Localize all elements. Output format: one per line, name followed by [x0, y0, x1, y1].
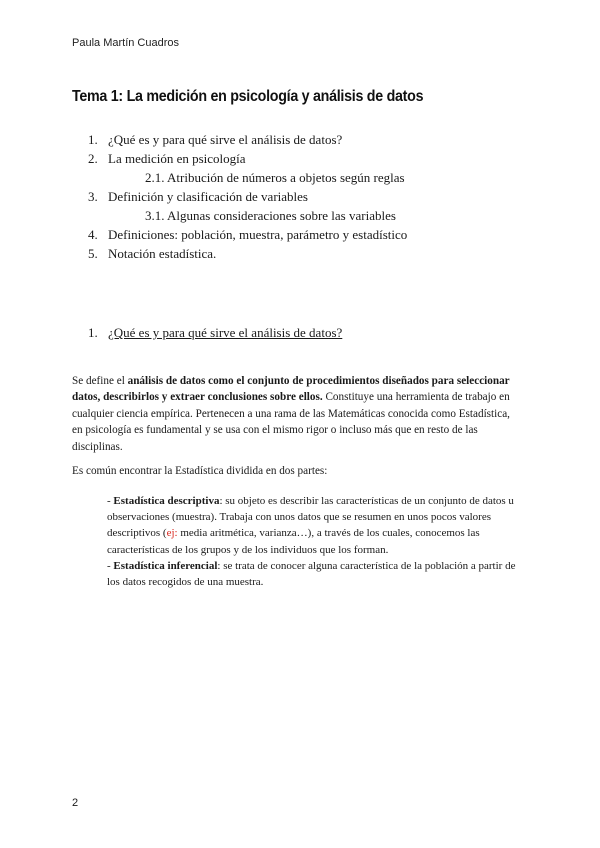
toc-text: Notación estadística. — [108, 246, 217, 261]
bullet-item-inferencial — [107, 558, 527, 590]
toc-text: Definición y clasificación de variables — [108, 189, 308, 204]
bullet-text: : se trata de conocer alguna característica de la población a partir de los datos recogidos de una muestra. — [107, 559, 516, 589]
paragraph-text: Constituye una herramienta de trabajo en cualquier ciencia empírica. Pertenecen a una rama de las Matemáticas conocida como Estadística, en psicología es fundamental y se usa con el mismo rigor o incluso más que en resto de las disciplinas. — [72, 391, 510, 453]
toc-subtext: 3.1. Algunas consideraciones sobre las variables — [145, 208, 396, 223]
page-header-author: Paula Martín Cuadros — [72, 37, 179, 49]
toc-text: ¿Qué es y para qué sirve el análisis de datos? — [108, 132, 343, 147]
section-title: ¿Qué es y para qué sirve el análisis de datos? — [108, 325, 343, 340]
bullet-term: Estadística inferencial — [113, 559, 218, 572]
example-marker: ej: — [166, 527, 178, 540]
bullet-dash: - — [107, 559, 114, 572]
toc-number: 1. — [88, 132, 98, 147]
toc-number: 4. — [88, 227, 98, 242]
bullet-list — [107, 493, 527, 590]
paragraph-text: Se define el — [72, 375, 128, 387]
intro-paragraph: Es común encontrar la Estadística dividida en dos partes: — [72, 465, 328, 477]
bullet-dash: - — [107, 495, 114, 507]
toc-subtext: 2.1. Atribución de números a objetos según reglas — [145, 170, 405, 185]
bullet-text: : su objeto es describir las características de un conjunto de datos u observaciones (muestra). Trabaja con unos datos que se resumen en unos pocos valores descriptivos ( — [107, 495, 514, 540]
page-title: Tema 1: La medición en psicología y análisis de datos — [72, 88, 424, 105]
toc-text: La medición en psicología — [108, 151, 246, 166]
bullet-text: media aritmética, varianza…), a través de los cuales, conocemos las características de los grupos y de los individuos que los forman. — [107, 527, 480, 556]
toc-number: 5. — [88, 246, 98, 261]
definition-paragraph — [72, 373, 512, 455]
page-number: 2 — [72, 797, 79, 809]
toc-text: Definiciones: población, muestra, parámetro y estadístico — [108, 227, 408, 242]
bullet-term: Estadística descriptiva — [113, 495, 220, 507]
bullet-item-descriptiva — [107, 493, 527, 558]
toc-number: 3. — [88, 189, 98, 204]
toc-number: 2. — [88, 151, 98, 166]
paragraph-bold-text: análisis de datos como el conjunto de procedimientos diseñados para seleccionar datos, describirlos y extraer conclusiones sobre ellos. — [72, 375, 510, 404]
section-number: 1. — [88, 325, 98, 340]
